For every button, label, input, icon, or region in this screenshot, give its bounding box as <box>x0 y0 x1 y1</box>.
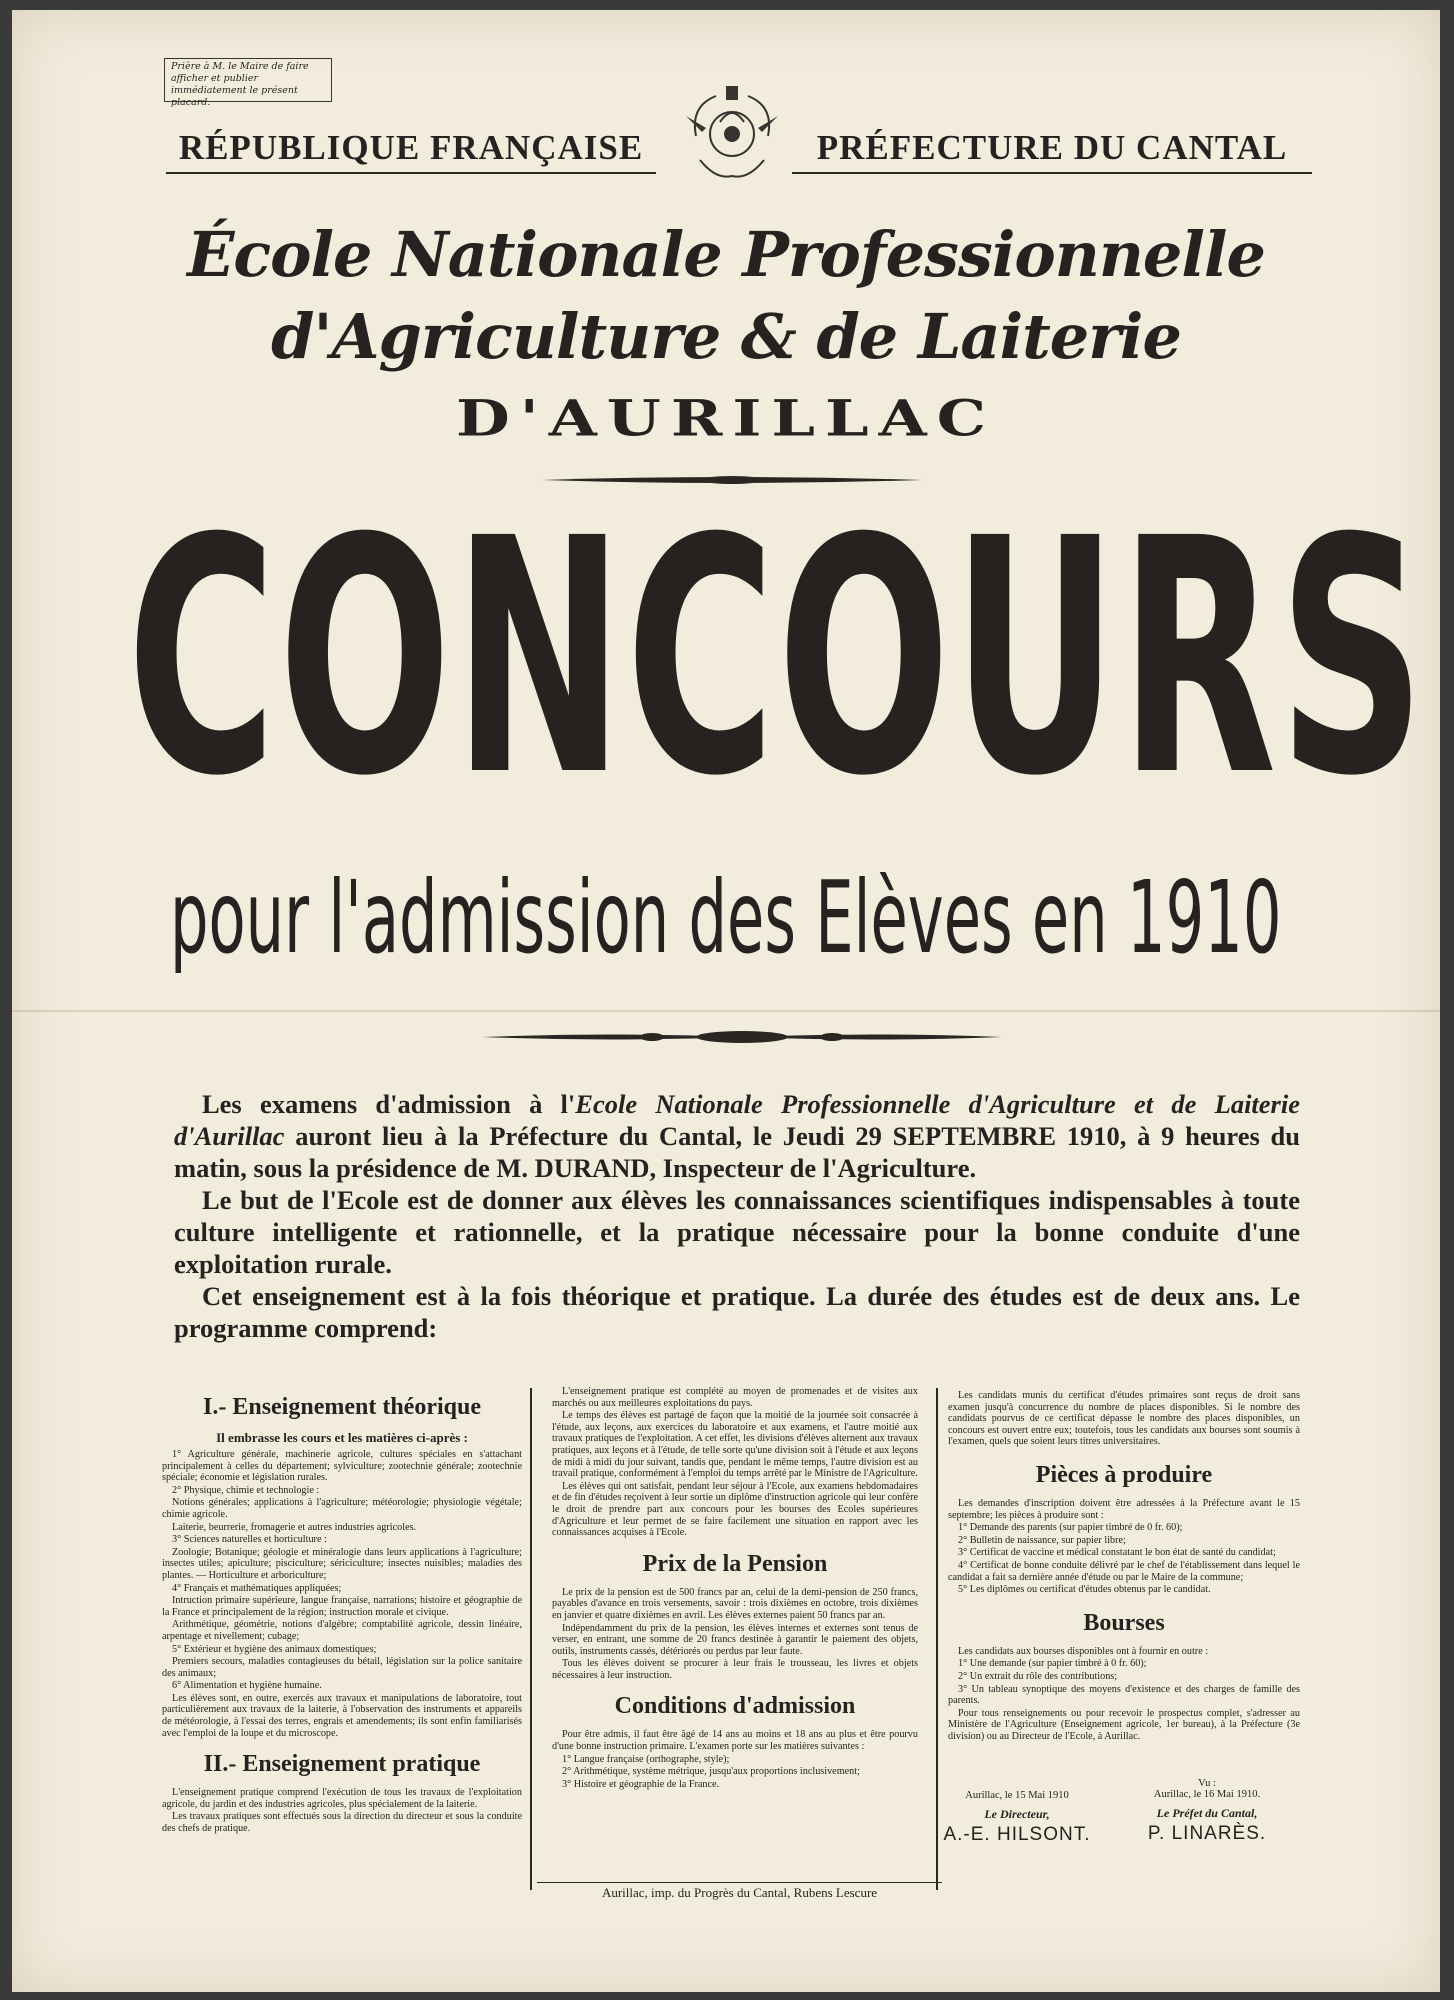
col1-item: Notions générales; applications à l'agriculture; météorologie; physiologie végétale; chimie agricole. <box>162 1497 522 1520</box>
section-pension-heading: Prix de la Pension <box>642 1550 828 1577</box>
col3-item: 2° Bulletin de naissance, sur papier libre; <box>958 1534 1126 1546</box>
col3-item: 3° Certificat de vaccine et médical constatant le bon état de santé du candidat; <box>958 1547 1276 1559</box>
school-name-line3: D'AURILLAC <box>455 389 997 448</box>
signature-prefect-name: P. LINARÈS. <box>1147 1823 1267 1844</box>
col3-item: Les demandes d'inscription doivent être adressées à la Préfecture avant le 15 septembre; les pièces à produire sont : <box>948 1497 1300 1521</box>
column-1 <box>162 1390 522 1836</box>
col2-item: L'enseignement pratique est complété au moyen de promenades et de visites aux marchés ou aux meilleures exploitations du pays. <box>552 1386 918 1409</box>
signature-prefect <box>1122 1778 1292 1845</box>
col2-item: Le prix de la pension est de 500 francs par an, celui de la demi-pension de 250 francs, payables d'avance en trois versements, savoir : trois dixièmes en octobre, trois dixièmes en janvier et quatre dixièmes en avril. Les élèves externes paient 50 francs par an. <box>552 1586 918 1621</box>
school-name-line1: École Nationale Professionnelle <box>187 218 1265 291</box>
signature-prefect-vu: Vu : <box>1198 1778 1216 1789</box>
col1-item: Arithmétique, géométrie, notions d'algèbre; comptabilité agricole, dessin linéaire, arpentage et nivellement; cubage; <box>162 1619 522 1642</box>
col1-item: 6° Alimentation et hygiène humaine. <box>172 1680 322 1692</box>
subtitle-text: pour l'admission des Elèves en 1910 <box>170 859 1282 977</box>
intro-p1-school: Ecole Nationale Professionnelle d'Agriculture et de Laiterie d'Aurillac <box>174 1089 1300 1151</box>
col3-item: 1° Demande des parents (sur papier timbré de 0 fr. 60); <box>958 1522 1183 1534</box>
col3-item: 2° Un extrait du rôle des contributions; <box>958 1670 1118 1682</box>
section-pratique-heading: II.- Enseignement pratique <box>203 1751 481 1778</box>
col1-item: Zoologie; Botanique; géologie et minéralogie dans leurs applications à l'agriculture; insectes utiles; apiculture; pisciculture; sériciculture; insectes nuisibles; maladies des plantes. — Horticulture et arboriculture; <box>162 1546 522 1581</box>
col3-item: 5° Les diplômes ou certificat d'études obtenus par le candidat. <box>958 1584 1211 1596</box>
main-title <box>12 498 1440 818</box>
republic-seal-icon <box>676 76 788 188</box>
intro-text <box>174 1088 1300 1344</box>
col3-item: Les candidats munis du certificat d'études primaires sont reçus de droit sans examen jusqu'à concurrence du nombre de places disponibles. Si le nombre des candidats pourvus de ce certificat dépasse le nombre des places disponibles, un concours est ouvert entre eux; toutefois, tous les candidats aux bourses sont soumis à l'examen, quels que soient leurs titres universitaires. <box>948 1390 1300 1448</box>
col1-item: 3° Sciences naturelles et horticulture : <box>172 1534 327 1546</box>
paper-fold <box>12 1010 1440 1012</box>
column-divider-1 <box>530 1388 532 1890</box>
ornament-top <box>542 472 922 488</box>
col2-item: Le temps des élèves est partagé de façon que la moitié de la journée soit consacrée à l'étude, aux leçons, aux exercices du laboratoire et aux examens, et l'autre moitié aux travaux pratiques de l'exploitation. A cet effet, les divisions d'élèves alternent aux travaux pratiques, aux leçons et à l'étude, de telle sorte qu'une division soit à l'étude et aux leçons de midi à midi du jour suivant, tandis que, pendant le même temps, l'autre division est au travail pratique, conformément à l'emploi du temps arrêté par le Ministre de l'Agriculture. <box>552 1410 918 1480</box>
col2-item: Pour être admis, il faut être âgé de 14 ans au moins et 18 ans au plus et être pourvu d'une bonne instruction primaire. L'examen porte sur les matières suivantes : <box>552 1729 918 1753</box>
header-prefecture: PRÉFECTURE DU CANTAL <box>792 128 1312 174</box>
intro-p1-end: auront lieu à la Préfecture du Cantal, le Jeudi 29 SEPTEMBRE 1910, à 9 heures du matin, sous la présidence de M. DURAND, Inspecteur de l'Agriculture. <box>174 1121 1300 1183</box>
school-name-line2: d'Agriculture & de Laiterie <box>271 300 1181 373</box>
posting-notice: Prière à M. le Maire de faire afficher et publier immédiatement le présent placard. <box>164 58 332 102</box>
printer-credit: Aurillac, imp. du Progrès du Cantal, Rubens Lescure <box>537 1882 942 1901</box>
col3-item: 4° Certificat de bonne conduite délivré par le chef de l'établissement dans lequel le candidat a fait sa dernière année d'étude ou par le Maire de la commune; <box>948 1559 1300 1583</box>
subtitle <box>12 858 1440 978</box>
signature-prefect-role: Le Préfet du Cantal, <box>1156 1806 1258 1820</box>
intro-p1-start: Les examens d'admission à l' <box>202 1089 576 1119</box>
signature-prefect-date: Aurillac, le 16 Mai 1910. <box>1153 1789 1261 1800</box>
main-title-text: CONCOURS <box>126 498 1427 818</box>
col2-item: 1° Langue française (orthographe, style); <box>562 1753 730 1765</box>
signature-director-date: Aurillac, le 15 Mai 1910 <box>965 1790 1069 1801</box>
col1-item: Laiterie, beurrerie, fromagerie et autres industries agricoles. <box>172 1521 417 1533</box>
col1-item: Premiers secours, maladies contagieuses du bétail, législation sur la police sanitaire des animaux; <box>162 1656 522 1679</box>
col2-item: Les élèves qui ont satisfait, pendant leur séjour à l'Ecole, aux examens hebdomadaires et de fin d'études reçoivent à leur sortie un diplôme d'instruction agricole qui leur confère le droit de prendre part aux concours pour les bourses des Ecoles supérieures d'Agriculture et leur permet de se faire facilement une situation en rapport avec les connaissances acquises à l'Ecole. <box>552 1480 918 1539</box>
col1-item: 5° Extérieur et hygiène des animaux domestiques; <box>172 1643 377 1655</box>
intro-paragraph-3: Cet enseignement est à la fois théorique et pratique. La durée des études est de deux ans. Le programme comprend: <box>174 1281 1300 1343</box>
column-2 <box>552 1386 918 1791</box>
col1-item: Les élèves sont, en outre, exercés aux travaux et manipulations de laboratoire, tout particulièrement aux travaux de la laiterie, à l'observation des instruments et appareils de météorologie, à l'essai des terres, engrais et amendements; ils sont enfin familiarisés avec l'emploi de la loupe et du microscope. <box>162 1692 522 1739</box>
col2-item: Tous les élèves doivent se procurer à leur frais le trousseau, les livres et objets nécessaires à leur instruction. <box>552 1658 918 1681</box>
col2-item: Indépendamment du prix de la pension, les élèves internes et externes sont tenus de verser, en entrant, une somme de 20 francs destinée à garantir le paiement des objets, outils, instruments cassés, détériorés ou perdus par leur faute. <box>552 1622 918 1657</box>
col3-item: Pour tous renseignements ou pour recevoir le prospectus complet, s'adresser au Ministère de l'Agriculture (Enseignement agricole, 1er bureau), à la Préfecture (3e division) ou au Directeur de l'Ecole, à Aurillac. <box>948 1707 1300 1742</box>
col3-item: Les candidats aux bourses disponibles ont à fournir en outre : <box>958 1645 1209 1657</box>
col1-item: Intruction primaire supérieure, langue française, narrations; histoire et géographie de la France et principalement de la région; instruction morale et civique. <box>162 1595 522 1618</box>
col2-item: 3° Histoire et géographie de la France. <box>562 1778 720 1790</box>
col3-item: 3° Un tableau synoptique des moyens d'existence et des charges de famille des parents. <box>948 1683 1300 1707</box>
section-admission-heading: Conditions d'admission <box>614 1693 856 1720</box>
column-3 <box>948 1390 1300 1743</box>
section-theorique-heading: I.- Enseignement théorique <box>203 1394 481 1420</box>
header-republique: RÉPUBLIQUE FRANÇAISE <box>166 128 656 174</box>
intro-paragraph-2: Le but de l'Ecole est de donner aux élèves les connaissances scientifiques indispensables à toute culture intelligente et rationnelle, et la pratique nécessaire pour la bonne conduite d'une exploitation rurale. <box>174 1185 1300 1279</box>
section-pieces-heading: Pièces à produire <box>1035 1461 1213 1488</box>
section-bourses-heading: Bourses <box>1083 1609 1165 1636</box>
signature-director-name: A.-E. HILSONT. <box>943 1824 1091 1845</box>
signature-director <box>932 1790 1102 1846</box>
ornament-middle <box>482 1026 1002 1048</box>
col1-item: L'enseignement pratique comprend l'exécution de tous les travaux de l'exploitation agricole, du jardin et des industries agricoles, plus spécialement de la laiterie. <box>162 1787 522 1810</box>
signature-director-role: Le Directeur, <box>984 1807 1050 1821</box>
poster <box>12 10 1440 1992</box>
section-theorique-intro: Il embrasse les cours et les matières ci-après : <box>216 1430 468 1445</box>
col1-item: 4° Français et mathématiques appliquées; <box>172 1582 342 1594</box>
col2-item: 2° Arithmétique, système métrique, jusqu'aux proportions inclusivement; <box>562 1766 860 1778</box>
col1-item: Les travaux pratiques sont effectués sous la direction du directeur et sous la conduite des chefs de pratique. <box>162 1811 522 1835</box>
col1-item: 1° Agriculture générale, machinerie agricole, cultures spéciales en s'attachant principalement à celles du département; sylviculture; zootechnie générale; zootechnie spéciale; économie et législation rurales. <box>162 1449 522 1484</box>
col1-item: 2° Physique, chimie et technologie : <box>172 1484 320 1496</box>
col3-item: 1° Une demande (sur papier timbré à 0 fr. 60); <box>958 1658 1147 1670</box>
intro-paragraph-1 <box>174 1088 1300 1184</box>
